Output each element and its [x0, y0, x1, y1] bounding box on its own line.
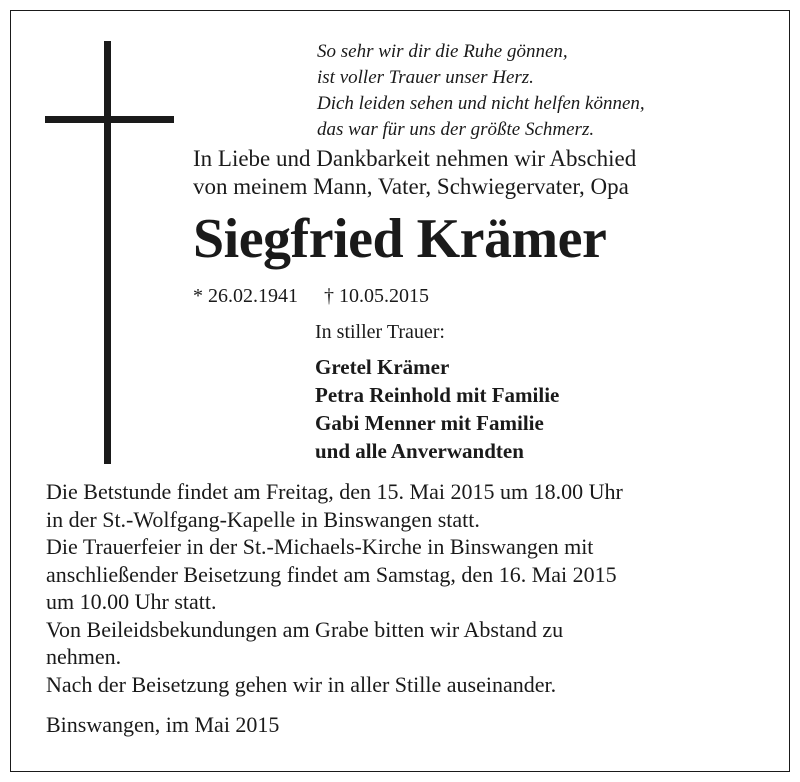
death-date: † 10.05.2015	[324, 285, 429, 307]
service-details	[46, 478, 623, 698]
obituary-notice	[10, 10, 790, 772]
service-line: Die Trauerfeier in der St.-Michaels-Kirche in Binswangen mit	[46, 534, 594, 559]
mourner-name: Petra Reinhold mit Familie	[315, 383, 560, 407]
poem-line: Dich leiden sehen und nicht helfen können,	[317, 93, 645, 114]
service-line: anschließender Beisetzung findet am Samstag, den 16. Mai 2015	[46, 561, 617, 587]
mourner-name: Gabi Menner mit Familie	[315, 411, 544, 435]
poem-line: So sehr wir dir die Ruhe gönnen,	[317, 41, 568, 62]
service-line: in der St.-Wolfgang-Kapelle in Binswangen statt.	[46, 506, 480, 532]
service-line: Die Betstunde findet am Freitag, den 15. Mai 2015 um 18.00 Uhr	[46, 479, 623, 504]
mourner-name: und alle Anverwandten	[315, 439, 524, 463]
service-line: Nach der Beisetzung gehen wir in aller Stille auseinander.	[46, 671, 557, 697]
mourners-heading: In stiller Trauer:	[315, 321, 445, 343]
service-line: nehmen.	[46, 644, 122, 669]
cross-horizontal-beam	[45, 116, 174, 123]
birth-date: * 26.02.1941	[193, 285, 298, 307]
mourners-list	[315, 353, 559, 465]
place-and-date: Binswangen, im Mai 2015	[46, 712, 280, 737]
intro-line: In Liebe und Dankbarkeit nehmen wir Abschied	[193, 146, 637, 171]
deceased-name: Siegfried Krämer	[193, 208, 607, 270]
cross-vertical-beam	[104, 41, 111, 464]
service-line: um 10.00 Uhr statt.	[46, 589, 217, 614]
intro-line: von meinem Mann, Vater, Schwiegervater, Opa	[193, 174, 629, 199]
poem-line: das war für uns der größte Schmerz.	[317, 119, 595, 140]
farewell-intro	[193, 145, 636, 201]
service-line: Von Beileidsbekundungen am Grabe bitten wir Abstand zu	[46, 616, 564, 642]
mourner-name: Gretel Krämer	[315, 355, 450, 379]
poem	[317, 39, 645, 143]
life-dates	[193, 283, 429, 309]
poem-line: ist voller Trauer unser Herz.	[317, 67, 534, 88]
